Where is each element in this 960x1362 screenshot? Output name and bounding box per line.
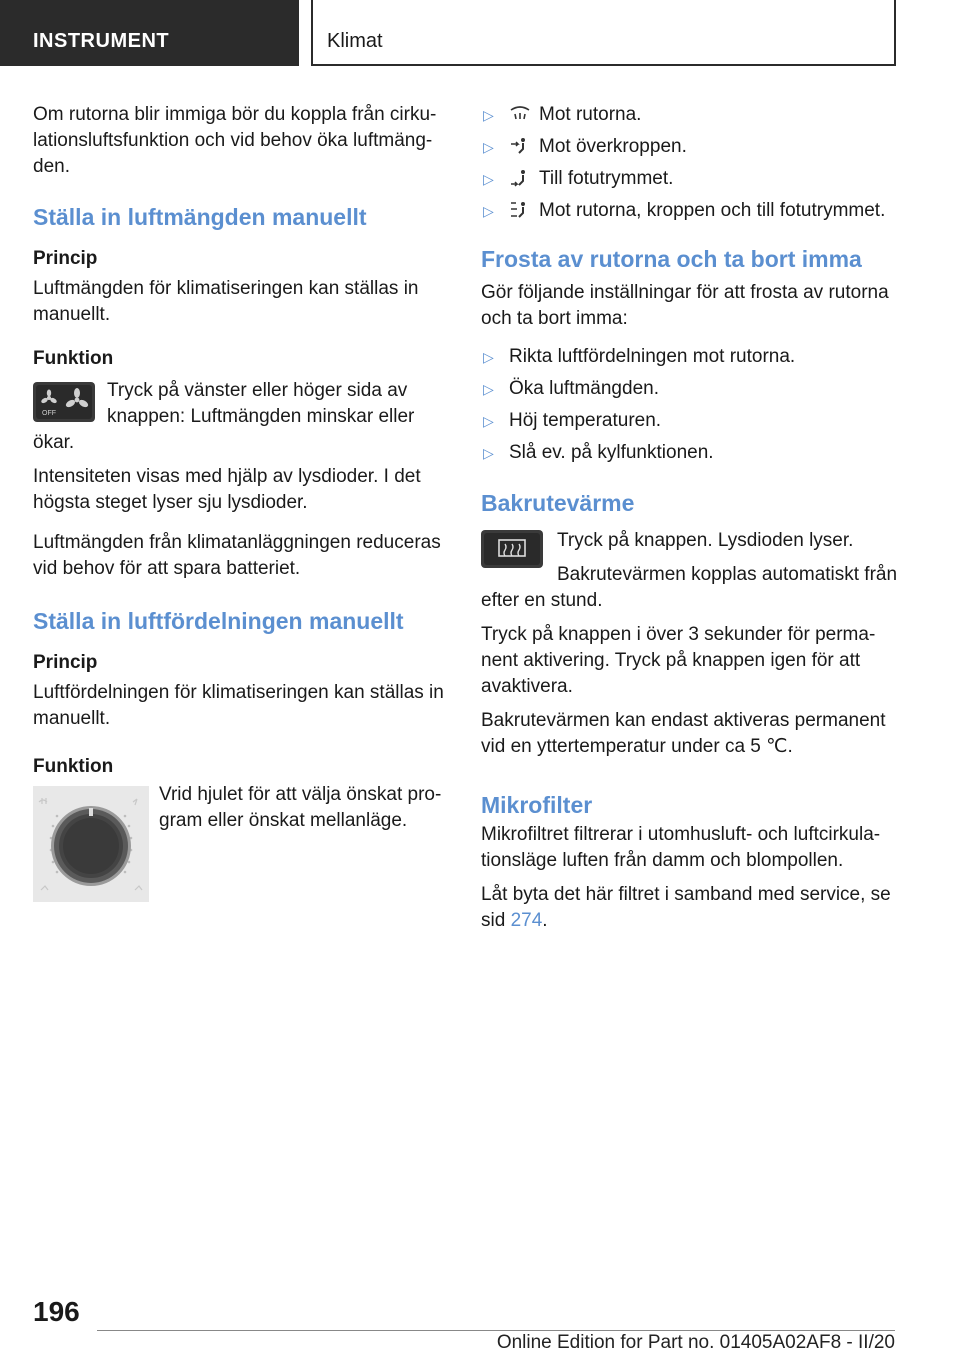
defrost-step: Höj temperaturen. (509, 410, 662, 431)
bullet-triangle-icon: ▷ (483, 139, 494, 155)
upper-body-air-icon (509, 137, 531, 155)
dist-item-upper-body: Mot överkroppen. (539, 136, 687, 157)
defrost-step: Rikta luftfördelningen mot rutorna. (509, 346, 796, 367)
subheading-funktion-2: Funktion (33, 756, 114, 777)
section-title-microfilter: Mikrofilter (481, 792, 593, 818)
section-tab: INSTRUMENT (0, 0, 299, 66)
section-title-air-distribution: Ställa in luftfördelningen manuellt (33, 608, 404, 634)
princip-text: Luftmängden för klimatiseringen kan ställas in manuellt. (33, 278, 419, 325)
rear-heater-p2: Bakrutevärmen kopplas automatiskt från efter en stund. (481, 564, 898, 611)
page-link-274[interactable]: 274 (510, 910, 543, 931)
list-item (481, 166, 901, 192)
fan-button-icon (33, 382, 95, 427)
bullet-triangle-icon: ▷ (483, 413, 494, 429)
rear-heater-p3: Tryck på knappen i över 3 sekunder för permanent aktivering. Tryck på knappen igen för att avaktivera. (481, 624, 876, 697)
defrost-intro: Gör följande inställningar för att frosta av rutorna och ta bort imma: (481, 282, 889, 329)
battery-text: Luftmängden från klimatanläggningen reduceras vid behov för att spara batteriet. (33, 532, 441, 579)
rear-heater-p4: Bakrutevärmen kan endast aktiveras permanent vid en yttertemperatur under ca 5 ℃. (481, 710, 886, 757)
dist-item-footwell: Till fotutrymmet. (539, 168, 674, 189)
subheading-funktion: Funktion (33, 348, 114, 369)
bullet-triangle-icon: ▷ (483, 203, 494, 219)
right-column (481, 102, 901, 934)
windshield-air-icon (509, 105, 531, 123)
funktion-text-1: Tryck på vänster eller höger sida av knappen: Luftmängden minskar eller ökar. (33, 380, 415, 453)
bullet-triangle-icon: ▷ (483, 381, 494, 397)
rear-window-heater-button-icon (481, 530, 543, 573)
page-number: 196 (33, 1296, 80, 1327)
footer-edition: Online Edition for Part no. 01405A02AF8 - II/20 (496, 1332, 895, 1353)
distribution-knob-icon (33, 786, 149, 907)
bullet-triangle-icon: ▷ (483, 107, 494, 123)
bullet-triangle-icon: ▷ (483, 445, 494, 461)
defrost-step: Slå ev. på kylfunktionen. (509, 442, 714, 463)
subheading-princip: Princip (33, 248, 98, 269)
all-zones-air-icon (509, 201, 531, 219)
list-item (481, 408, 901, 434)
intensity-text: Intensiteten visas med hjälp av lysdioder. I det högsta steget lyser sju lysdioder. (33, 466, 421, 513)
section-title-air-volume: Ställa in luftmängden manuellt (33, 204, 367, 230)
microfilter-p1: Mikrofiltret filtrerar i utomhusluft- och luftcirkulationsläge luften från damm och blompollen. (481, 824, 881, 871)
list-item (481, 376, 901, 402)
list-item (481, 134, 901, 160)
bullet-triangle-icon: ▷ (483, 171, 494, 187)
list-item (481, 440, 901, 466)
section-title-rear-heater: Bakrutevärme (481, 490, 635, 516)
list-item (481, 102, 901, 128)
microfilter-p2 (481, 882, 901, 934)
dist-item-all: Mot rutorna, kroppen och till fotutrymmet. (539, 200, 886, 221)
rear-heater-p1: Tryck på knappen. Lysdioden lyser. (557, 530, 854, 551)
list-item (481, 198, 901, 224)
off-label: OFF (42, 410, 56, 417)
footer-divider (97, 1330, 895, 1331)
bullet-triangle-icon: ▷ (483, 349, 494, 365)
subheading-princip-2: Princip (33, 652, 98, 673)
footwell-air-icon (509, 169, 531, 187)
microfilter-p2-text: Låt byta det här filtret i samband med service, se sid (481, 884, 891, 931)
princip-text-2: Luftfördelningen för klimatiseringen kan ställas in manuellt. (33, 682, 444, 729)
chapter-tab: Klimat (311, 0, 896, 66)
dist-item-windshield: Mot rutorna. (539, 104, 642, 125)
defrost-step: Öka luftmängden. (509, 378, 659, 399)
list-item (481, 344, 901, 370)
funktion-text-2: Vrid hjulet för att välja önskat program eller önskat mellanläge. (159, 784, 442, 831)
microfilter-p2-end: . (542, 910, 548, 931)
left-column (33, 102, 445, 907)
section-title-defrost: Frosta av rutorna och ta bort imma (481, 246, 862, 272)
page-header (0, 0, 960, 66)
intro-paragraph: Om rutorna blir immiga bör du koppla från cirkulationsluftsfunktion och vid behov öka luftmängden. (33, 104, 437, 177)
